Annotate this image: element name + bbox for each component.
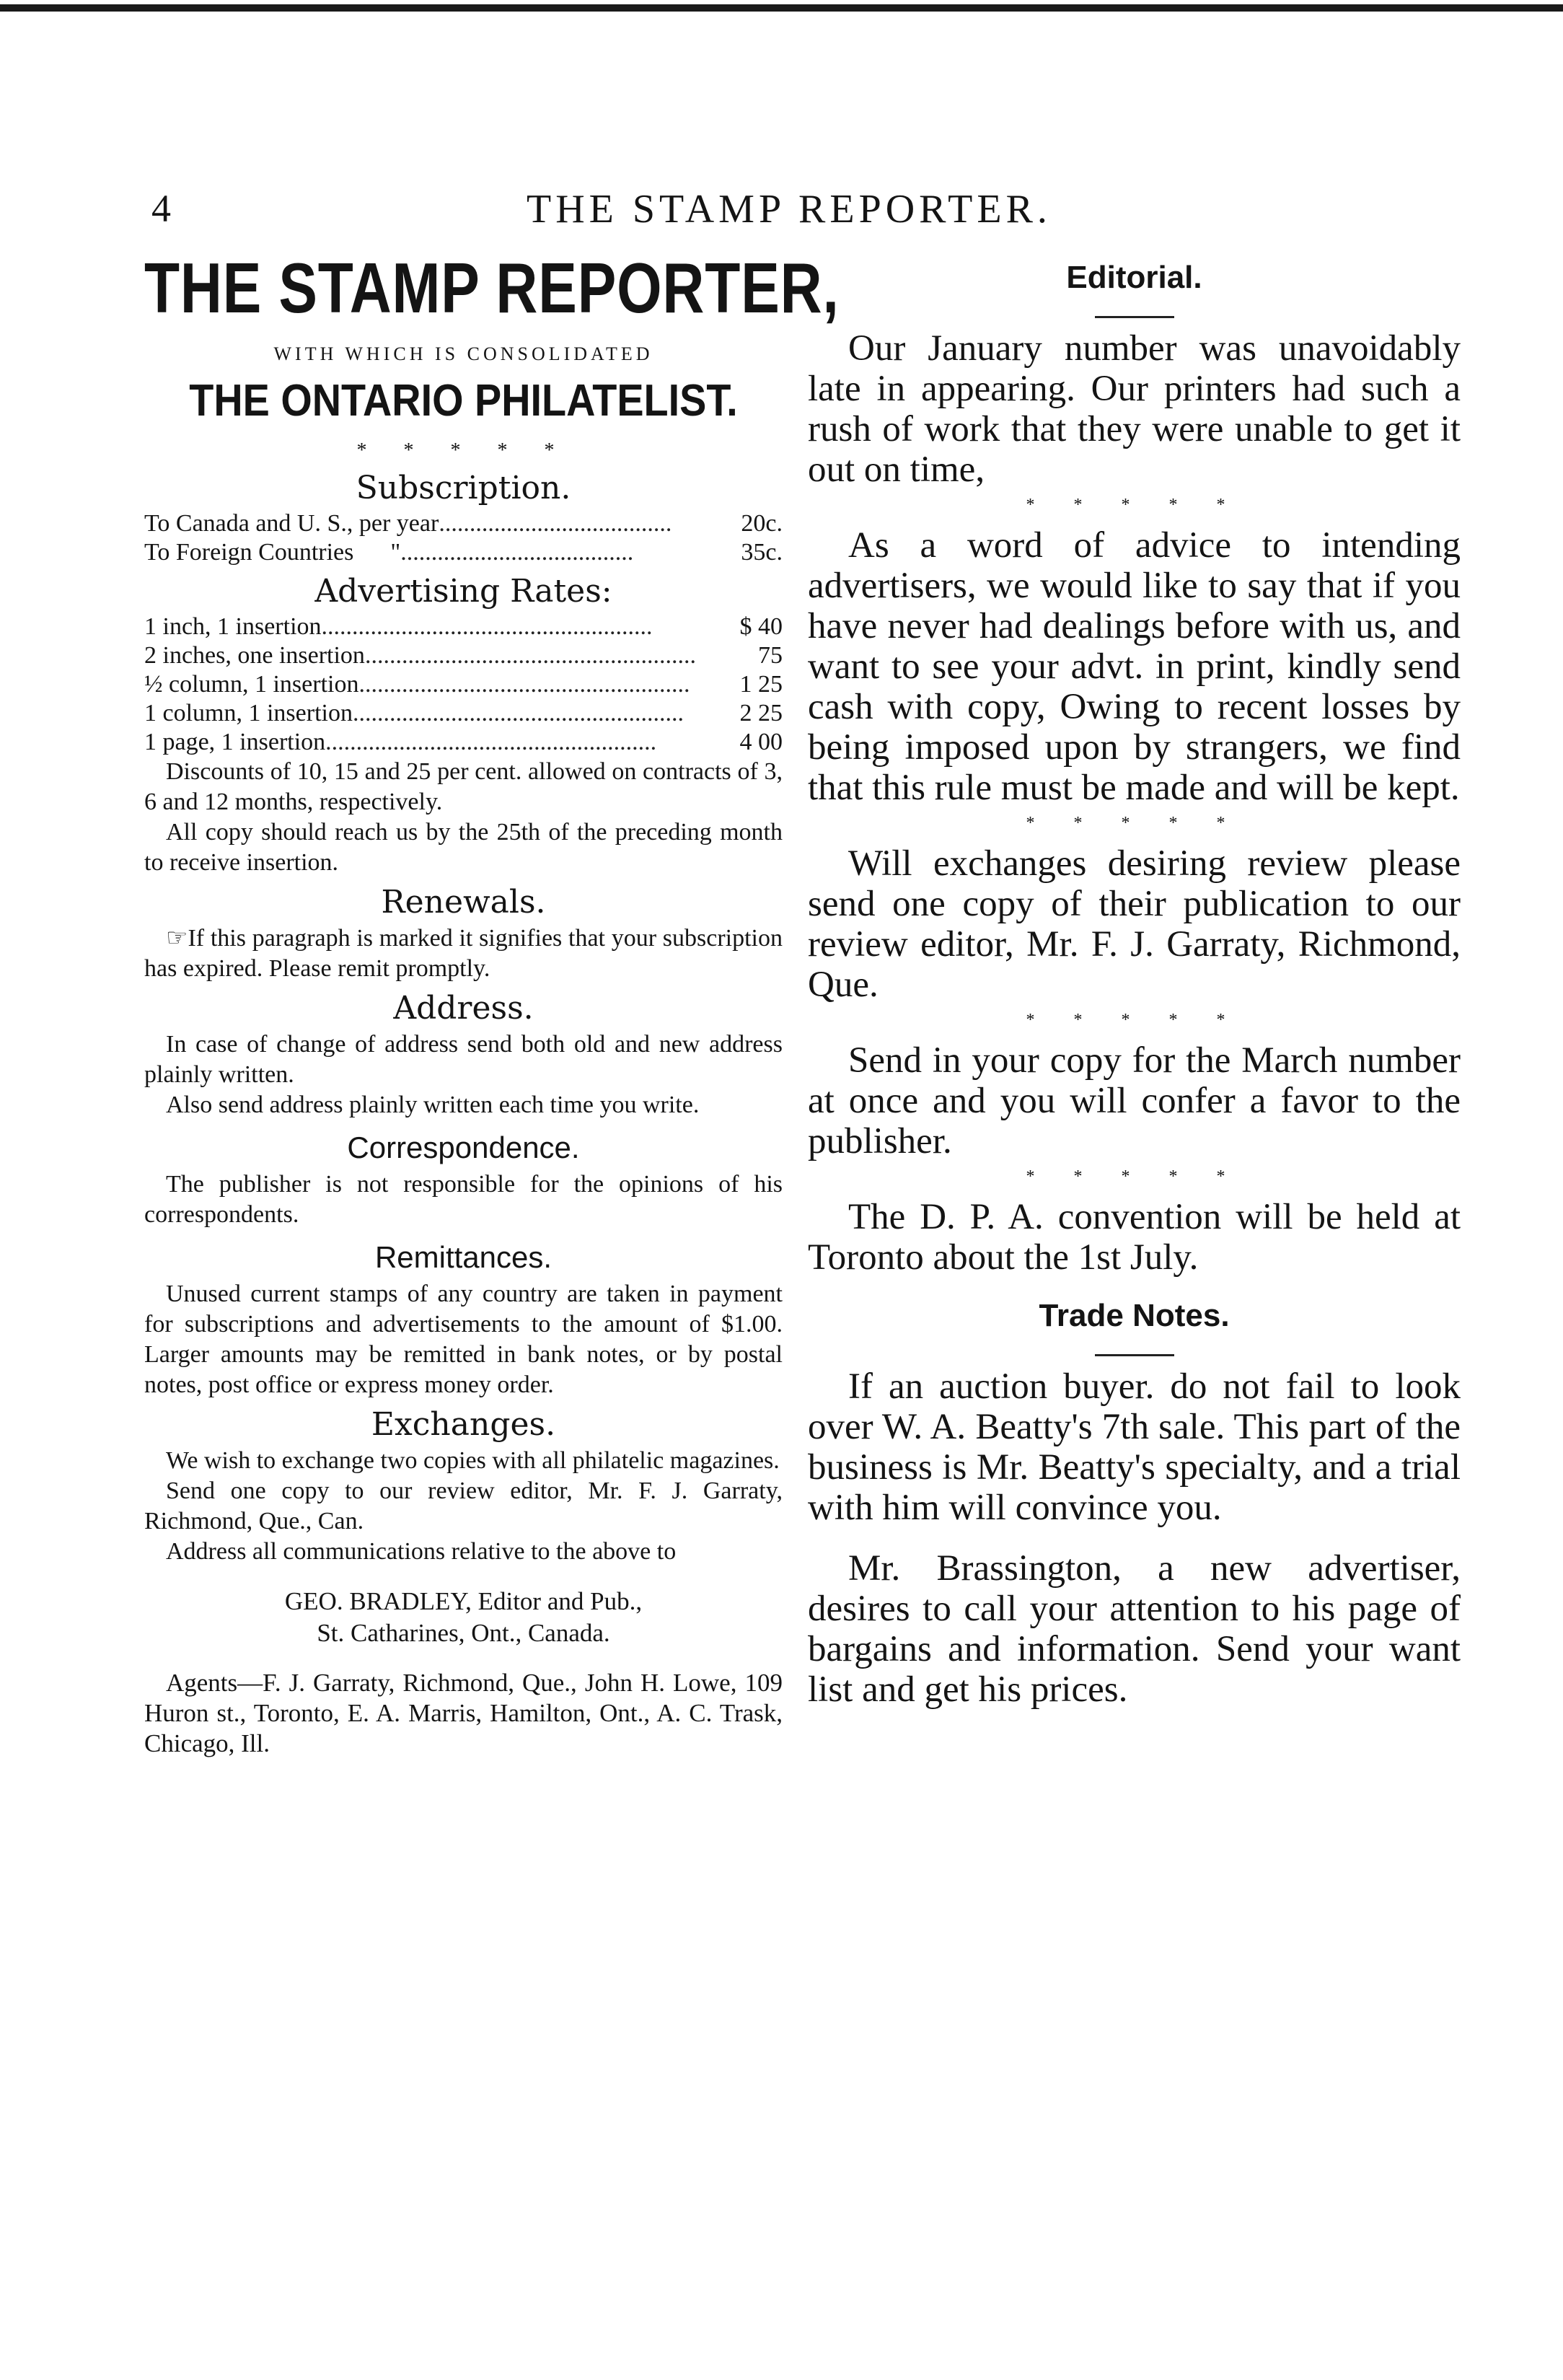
editorial-heading: Editorial. bbox=[1066, 260, 1202, 295]
left-column bbox=[144, 248, 840, 1759]
trade-paragraph: If an auction buyer. do not fail to look over W. A. Beatty's 7th sale. This part of the business is Mr. Beatty's specialty, and a trial with him will convince you. bbox=[808, 1366, 1461, 1528]
rate-label: To Foreign Countries " bbox=[144, 539, 401, 566]
leader-dots: ...................................................... bbox=[325, 729, 657, 755]
remittances-heading: Remittances. bbox=[374, 1240, 552, 1274]
page-number: 4 bbox=[151, 187, 171, 230]
rate-row bbox=[144, 509, 783, 538]
exchanges-text: Address all communications relative to the above to bbox=[166, 1538, 677, 1565]
leader-dots: ...................................................... bbox=[352, 700, 684, 726]
exchanges-heading: Exchanges. bbox=[371, 1406, 556, 1443]
leader-dots: ...................................... bbox=[439, 510, 672, 537]
publisher-line: GEO. BRADLEY, Editor and Pub., bbox=[284, 1587, 643, 1615]
address-text: In case of change of address send both old and new address plainly written. bbox=[144, 1031, 783, 1088]
trade-notes-heading: Trade Notes. bbox=[1039, 1298, 1230, 1333]
rate-label: 1 column, 1 insertion bbox=[144, 700, 353, 726]
consolidated-note: WITH WHICH IS CONSOLIDATED bbox=[273, 343, 653, 364]
heading-rule bbox=[1095, 316, 1174, 318]
leader-dots: ...................................................... bbox=[358, 671, 690, 698]
remittances-text: Unused current stamps of any country are taken in payment for subscriptions and advertisements to the amount of $1.00. Larger amounts may be remitted in bank notes, or by postal notes, post office or express money order. bbox=[144, 1281, 783, 1398]
leader-dots: ...................................................... bbox=[364, 642, 696, 669]
exchanges-text: We wish to exchange two copies with all philatelic magazines. bbox=[166, 1447, 780, 1474]
correspondence-heading: Correspondence. bbox=[347, 1130, 580, 1164]
copy-deadline-note: All copy should reach us by the 25th of the preceding month to receive insertion. bbox=[144, 819, 783, 876]
masthead-title: THE STAMP REPORTER, bbox=[144, 248, 840, 328]
leader-dots: ...................................................... bbox=[321, 613, 653, 640]
advertising-heading: Advertising Rates: bbox=[314, 573, 612, 610]
renewals-heading: Renewals. bbox=[381, 884, 546, 921]
editorial-paragraph: Our January number was unavoidably late in appearing. Our printers had such a rush of work that they were unable to get it out on time, bbox=[808, 328, 1461, 490]
discounts-note: Discounts of 10, 15 and 25 per cent. allowed on contracts of 3, 6 and 12 months, respectively. bbox=[144, 758, 783, 815]
trade-paragraph: Mr. Brassington, a new advertiser, desires to call your attention to his page of bargains and information. Send your want list and get his prices. bbox=[808, 1548, 1461, 1710]
correspondence-text: The publisher is not responsible for the opinions of his correspondents. bbox=[144, 1171, 783, 1228]
top-border-rule bbox=[0, 4, 1563, 12]
editorial-paragraph: The D. P. A. convention will be held at Toronto about the 1st July. bbox=[808, 1197, 1461, 1278]
star-divider: * * * * * bbox=[1026, 1011, 1243, 1029]
publisher-block bbox=[144, 1586, 783, 1649]
address-heading: Address. bbox=[393, 990, 534, 1027]
heading-rule bbox=[1095, 1354, 1174, 1356]
rate-value: $ 40 bbox=[739, 613, 783, 640]
rate-value: 1 25 bbox=[739, 671, 783, 698]
rate-row bbox=[144, 670, 783, 699]
star-divider: * * * * * bbox=[1026, 814, 1243, 833]
rate-row bbox=[144, 699, 783, 728]
renewals-text: ☞If this paragraph is marked it signifies that your subscription has expired. Please remit promptly. bbox=[144, 925, 783, 982]
address-text: Also send address plainly written each time you write. bbox=[166, 1092, 700, 1118]
leader-dots: ...................................... bbox=[400, 539, 634, 566]
rate-row bbox=[144, 641, 783, 670]
star-divider: * * * * * bbox=[1026, 1167, 1243, 1186]
spacer bbox=[808, 1528, 1461, 1548]
exchanges-text: Send one copy to our review editor, Mr. F. J. Garraty, Richmond, Que., Can. bbox=[144, 1477, 783, 1534]
rate-label: 1 page, 1 insertion bbox=[144, 729, 326, 755]
star-divider: * * * * * bbox=[1026, 496, 1243, 514]
publisher-line: St. Catharines, Ont., Canada. bbox=[317, 1619, 610, 1647]
editorial-paragraph: Will exchanges desiring review please send one copy of their publication to our review editor, Mr. F. J. Garraty, Richmond, Que. bbox=[808, 843, 1461, 1005]
spacer bbox=[808, 1278, 1461, 1298]
rate-label: ½ column, 1 insertion bbox=[144, 671, 359, 698]
subscription-heading: Subscription. bbox=[356, 470, 571, 506]
agents-note: Agents—F. J. Garraty, Richmond, Que., John H. Lowe, 109 Huron st., Toronto, E. A. Marris, Hamilton, Ont., A. C. Trask, Chicago, Ill. bbox=[144, 1669, 783, 1757]
running-head bbox=[151, 186, 1457, 237]
rate-value: 4 00 bbox=[739, 729, 783, 755]
rate-label: 1 inch, 1 insertion bbox=[144, 613, 322, 640]
rate-row bbox=[144, 538, 783, 567]
running-title: THE STAMP REPORTER. bbox=[527, 187, 1052, 232]
rate-value: 20c. bbox=[741, 510, 783, 537]
rate-row bbox=[144, 728, 783, 757]
star-divider: * * * * * bbox=[356, 439, 571, 462]
rate-value: 35c. bbox=[741, 539, 783, 566]
right-column bbox=[808, 260, 1461, 1710]
subscription-rates bbox=[144, 509, 783, 567]
rate-row bbox=[144, 612, 783, 641]
rate-value: 75 bbox=[758, 642, 783, 669]
rate-value: 2 25 bbox=[739, 700, 783, 726]
advertising-rates bbox=[144, 612, 783, 757]
editorial-paragraph: Send in your copy for the March number at once and you will confer a favor to the publisher. bbox=[808, 1040, 1461, 1162]
sub-masthead: THE ONTARIO PHILATELIST. bbox=[189, 376, 738, 426]
rate-label: To Canada and U. S., per year bbox=[144, 510, 439, 537]
rate-label: 2 inches, one insertion bbox=[144, 642, 365, 669]
editorial-paragraph: As a word of advice to intending advertisers, we would like to say that if you have never had dealings before with us, and want to see your advt. in print, kindly send cash with copy, Owing to recent losses by being imposed upon by strangers, we find that this rule must be made and will be kept. bbox=[808, 525, 1461, 808]
